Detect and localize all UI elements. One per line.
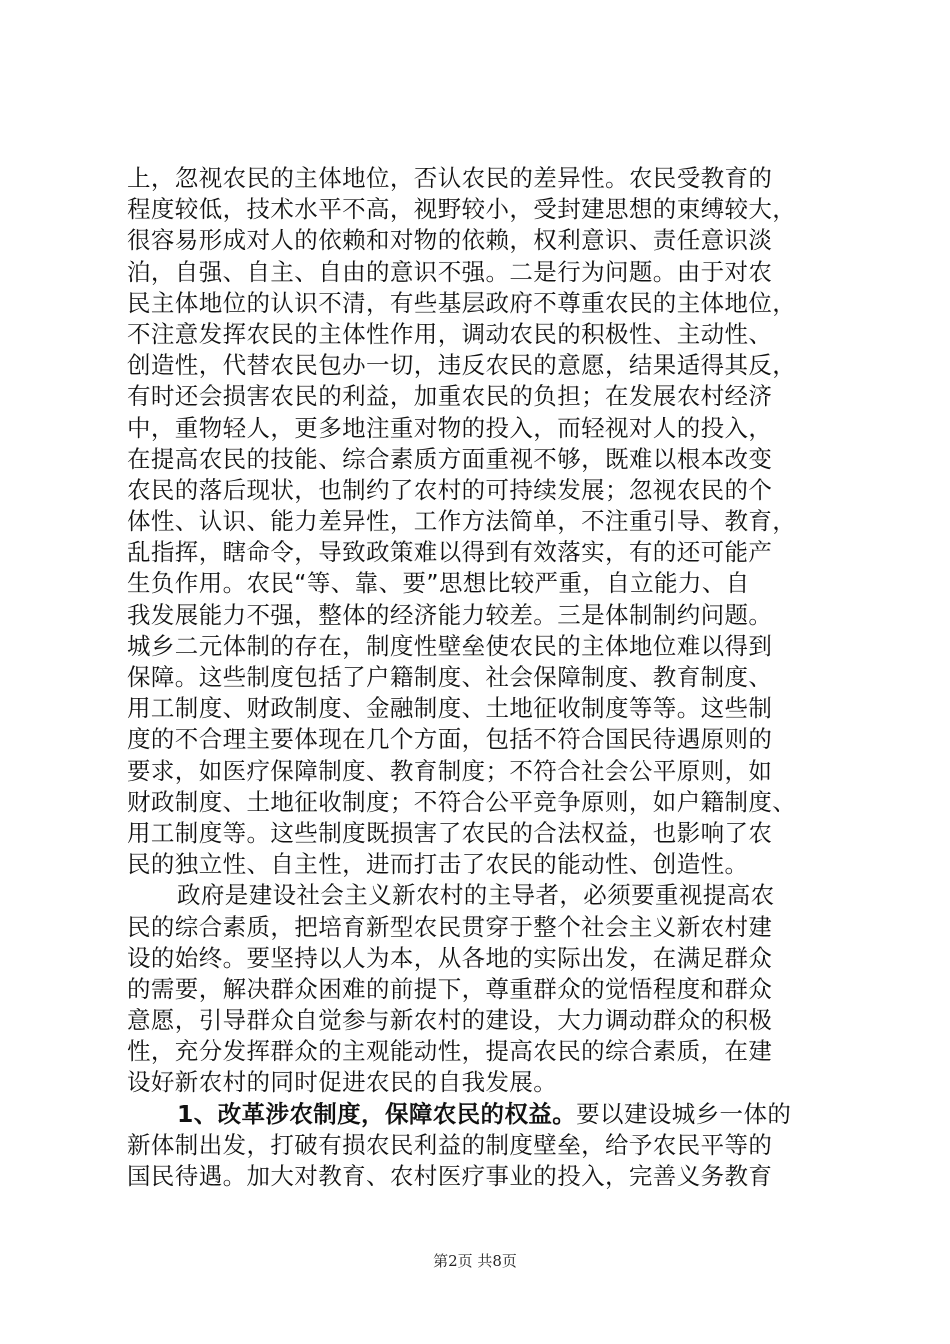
text-line: 乱指挥，瞎命令，导致政策难以得到有效落实，有的还可能产 bbox=[127, 538, 773, 567]
page-footer bbox=[0, 1250, 950, 1271]
text-line: 农民的落后现状，也制约了农村的可持续发展；忽视农民的个 bbox=[127, 475, 773, 504]
heading-line-rest: 要以建设城乡一体的 bbox=[576, 1099, 792, 1128]
text-line: 用工制度等。这些制度既损害了农民的合法权益，也影响了农 bbox=[127, 818, 773, 847]
section-heading: 1、改革涉农制度，保障农民的权益。 bbox=[177, 1099, 577, 1128]
text-line: 度的不合理主要体现在几个方面，包括不符合国民待遇原则的 bbox=[127, 725, 773, 754]
paragraph-1 bbox=[127, 163, 827, 880]
text-line: 城乡二元体制的存在，制度性壁垒使农民的主体地位难以得到 bbox=[127, 631, 773, 660]
text-line: 民的综合素质，把培育新型农民贯穿于整个社会主义新农村建 bbox=[127, 912, 773, 941]
text-line: 财政制度、土地征收制度；不符合公平竞争原则，如户籍制度、 bbox=[127, 787, 797, 816]
text-line: 在提高农民的技能、综合素质方面重视不够，既难以根本改变 bbox=[127, 444, 773, 473]
text-line: 我发展能力不强，整体的经济能力较差。三是体制制约问题。 bbox=[127, 600, 773, 629]
text-line: 民的独立性、自主性，进而打击了农民的能动性、创造性。 bbox=[127, 850, 749, 879]
text-line: 民主体地位的认识不清，有些基层政府不尊重农民的主体地位， bbox=[127, 288, 797, 317]
text-line: 很容易形成对人的依赖和对物的依赖，权利意识、责任意识淡 bbox=[127, 226, 773, 255]
text-line: 体性、认识、能力差异性，工作方法简单，不注重引导、教育， bbox=[127, 507, 797, 536]
text-line: 用工制度、财政制度、金融制度、土地征收制度等等。这些制 bbox=[127, 694, 773, 723]
text-line: 性，充分发挥群众的主观能动性，提高农民的综合素质，在建 bbox=[127, 1037, 773, 1066]
paragraph-2 bbox=[127, 880, 827, 1098]
text-line: 程度较低，技术水平不高，视野较小，受封建思想的束缚较大， bbox=[127, 195, 797, 224]
text-line: 有时还会损害农民的利益，加重农民的负担；在发展农村经济 bbox=[127, 382, 773, 411]
text-line: 的需要，解决群众困难的前提下，尊重群众的觉悟程度和群众 bbox=[127, 974, 773, 1003]
text-line: 设好新农村的同时促进农民的自我发展。 bbox=[127, 1068, 558, 1097]
text-line: 国民待遇。加大对教育、农村医疗事业的投入，完善义务教育 bbox=[127, 1162, 773, 1190]
text-line bbox=[127, 1099, 827, 1130]
page-number: 第2页 共8页 bbox=[433, 1252, 517, 1270]
text-line: 上，忽视农民的主体地位，否认农民的差异性。农民受教育的 bbox=[127, 164, 773, 192]
text-line: 不注意发挥农民的主体性作用，调动农民的积极性、主动性、 bbox=[127, 319, 773, 348]
text-line: 要求，如医疗保障制度、教育制度；不符合社会公平原则，如 bbox=[127, 756, 773, 785]
text-line: 创造性，代替农民包办一切，违反农民的意愿，结果适得其反， bbox=[127, 351, 797, 380]
text-line: 保障。这些制度包括了户籍制度、社会保障制度、教育制度、 bbox=[127, 663, 773, 691]
text-line: 政府是建设社会主义新农村的主导者，必须要重视提高农 bbox=[177, 881, 775, 910]
text-line: 生负作用。农民“等、靠、要”思想比较严重，自立能力、自 bbox=[127, 569, 750, 598]
body-text bbox=[127, 163, 827, 1192]
text-line: 设的始终。要坚持以人为本，从各地的实际出发，在满足群众 bbox=[127, 943, 773, 972]
text-line: 中，重物轻人，更多地注重对物的投入，而轻视对人的投入， bbox=[127, 413, 773, 442]
text-line: 新体制出发，打破有损农民利益的制度壁垒，给予农民平等的 bbox=[127, 1130, 773, 1159]
paragraph-3 bbox=[127, 1099, 827, 1193]
text-line: 意愿，引导群众自觉参与新农村的建设，大力调动群众的积极 bbox=[127, 1006, 773, 1035]
text-line: 泊，自强、自主、自由的意识不强。二是行为问题。由于对农 bbox=[127, 257, 773, 286]
